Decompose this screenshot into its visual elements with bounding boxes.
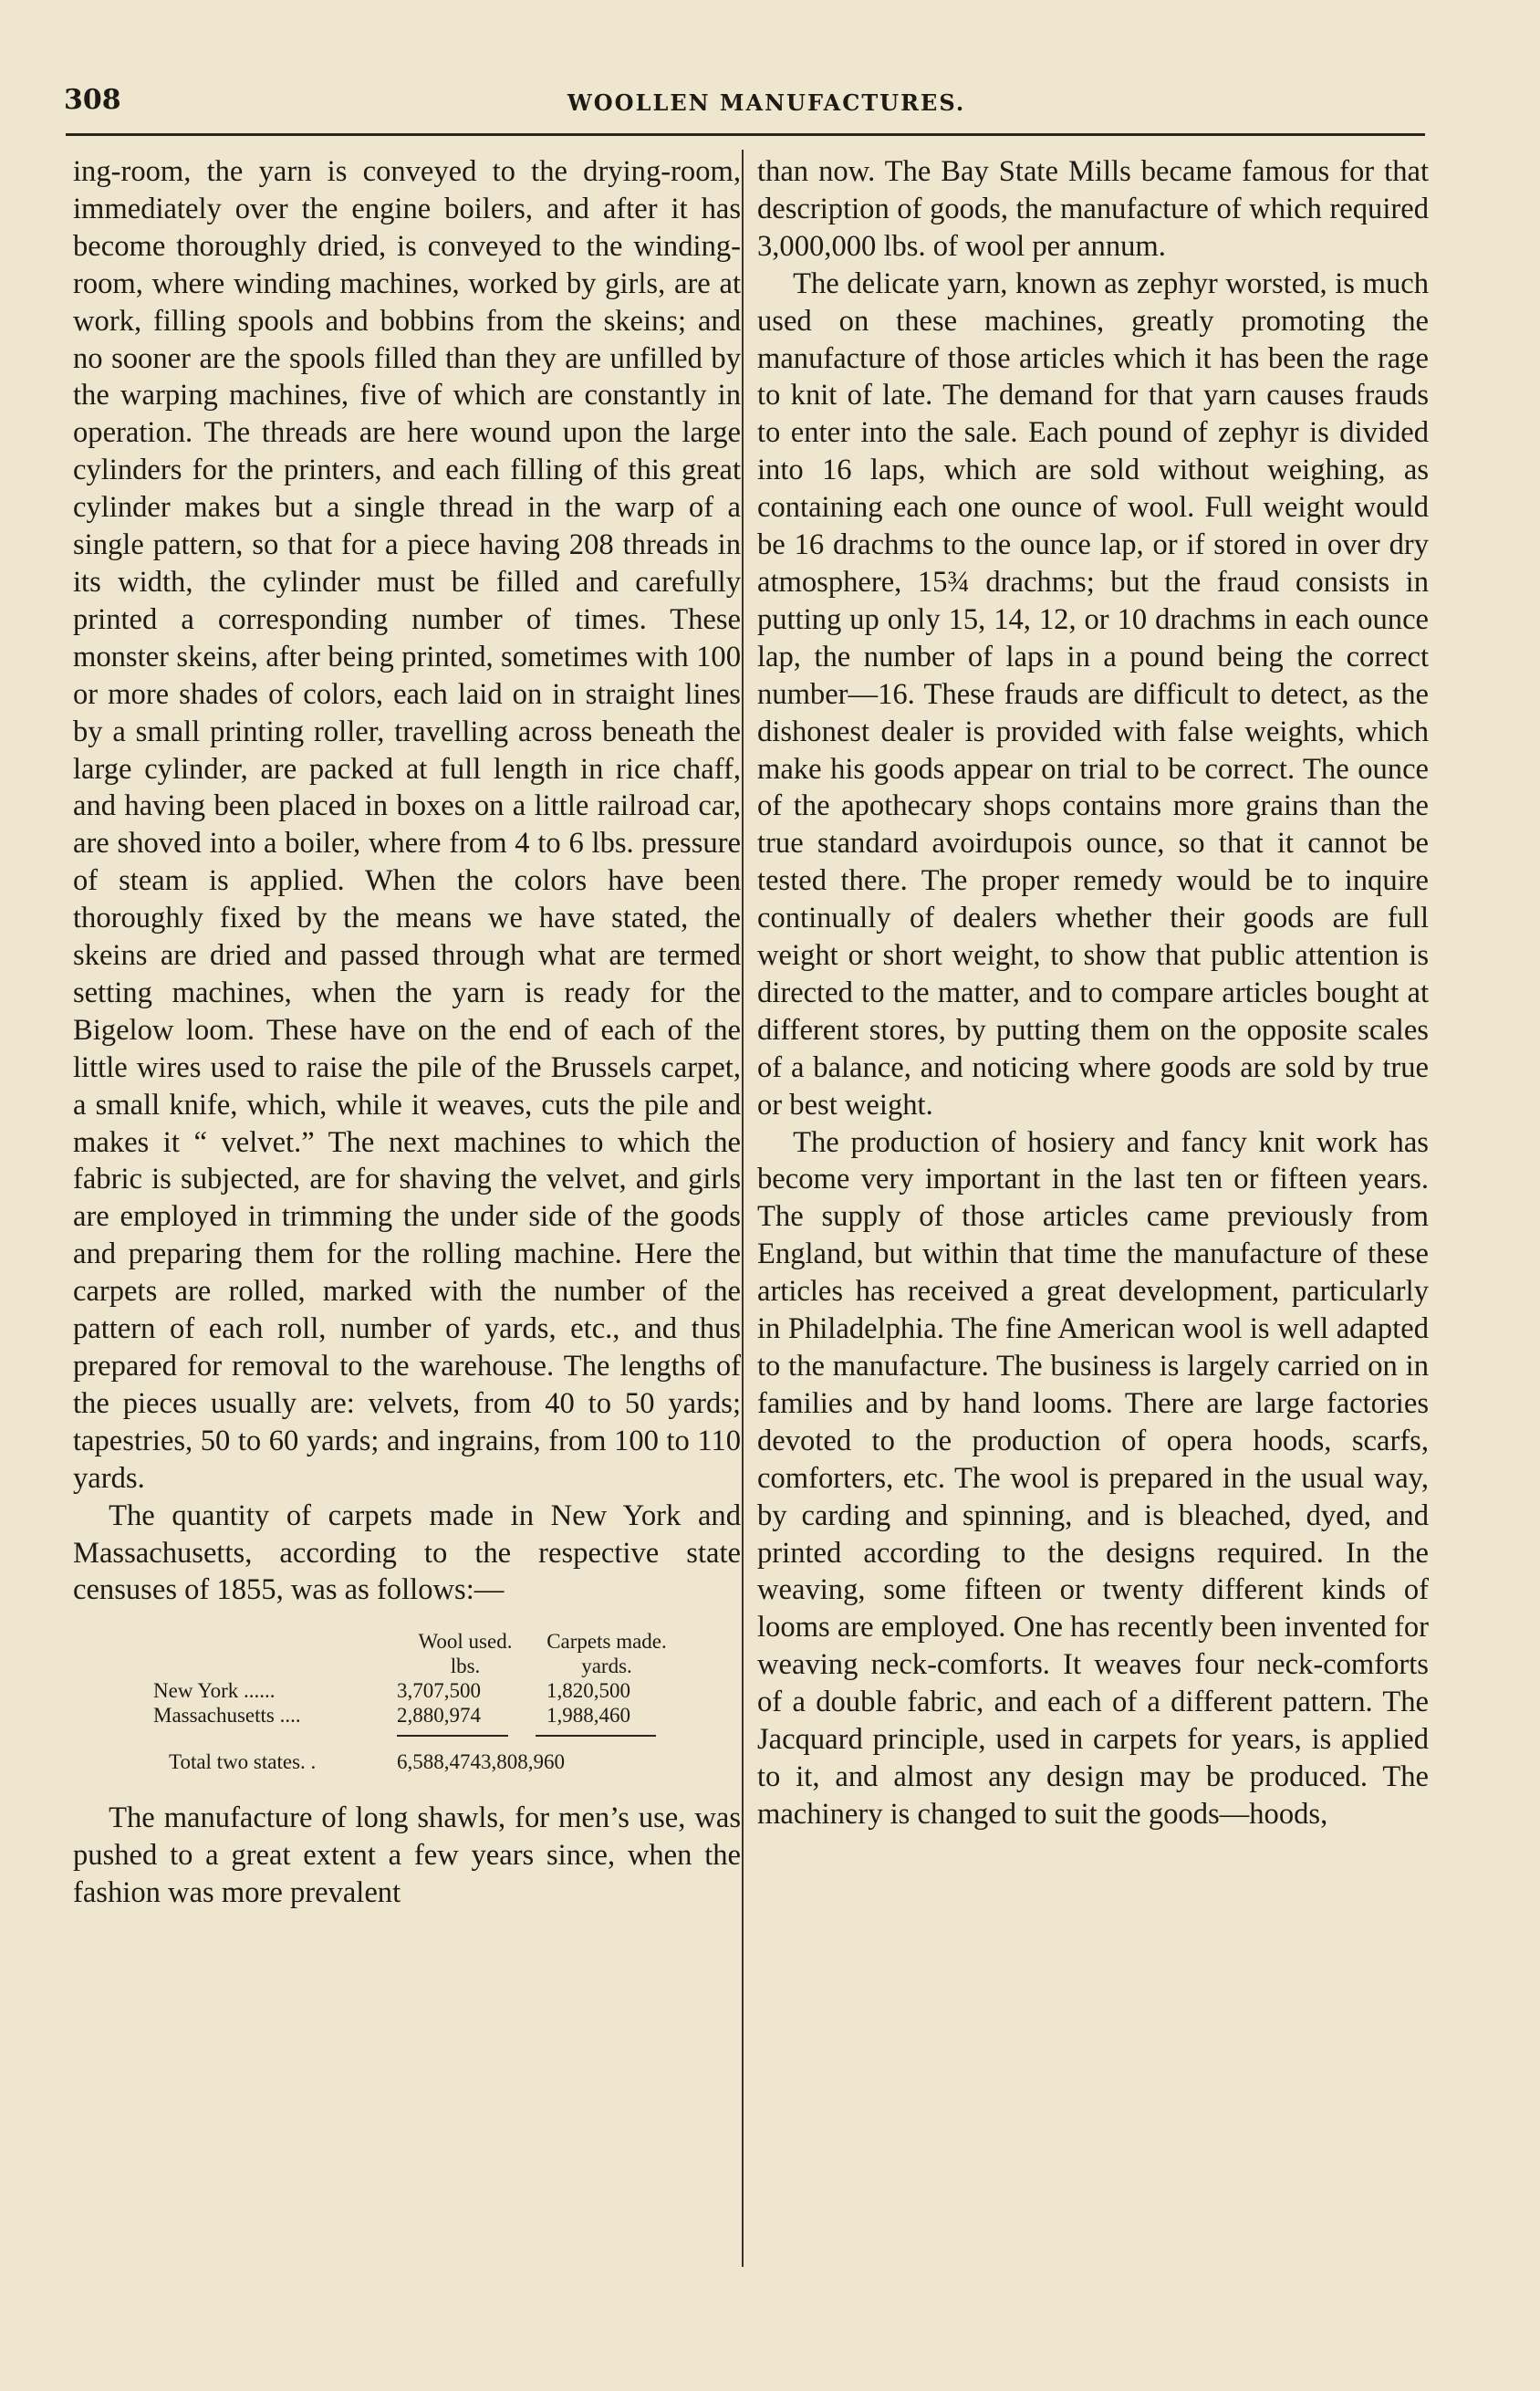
- paragraph: than now. The Bay State Mills became famous for that description of goods, the manufacture of which required 3,000,000 lbs. of wool per annum.: [757, 155, 1429, 263]
- paragraph: The production of hosiery and fancy knit work has become very important in the last ten or fifteen years. The supply of those articles came previously from England, but within that time the manufacture of these articles has received a great development, particularly in Philadelphia. The fine American wool is well adapted to the manufacture. The business is largely carried on in families and by hand looms. There are large factories devoted to the production of opera hoods, scarfs, comforters, etc. The wool is prepared in the usual way, by carding and spinning, and is bleached, dyed, and printed according to the designs required. In the weaving, some fifteen or twenty different kinds of looms are employed. One has recently been invented for weaving neck-comforts. It weaves four neck-comforts of a double fabric, and each of a different pattern. The Jacquard principle, used in carpets for years, is applied to it, and almost any design may be produced. The machinery is changed to suit the goods—hoods,: [757, 1125, 1429, 1831]
- header-rule: [66, 133, 1425, 136]
- total-carpets-value: 3,808,960: [481, 1750, 565, 1774]
- total-wool-value: 6,588,474: [397, 1750, 481, 1774]
- right-column: [757, 153, 1429, 1833]
- column-header-wool: Wool used.: [418, 1630, 513, 1654]
- column-unit-wool: lbs.: [450, 1655, 481, 1678]
- page-number: 308: [64, 84, 121, 116]
- carpet-statistics-table: [73, 1629, 741, 1774]
- total-label: Total two states. .: [169, 1750, 317, 1774]
- table-total-row: [73, 1749, 741, 1774]
- paragraph: The manufacture of long shawls, for men’s use, was pushed to a great extent a few years since, when the fashion was more prevalent: [73, 1801, 741, 1910]
- column-unit-carpets: yards.: [581, 1655, 632, 1678]
- row-label: New York ......: [153, 1679, 276, 1703]
- table-total-rule: [73, 1735, 741, 1737]
- paragraph: ing-room, the yarn is conveyed to the drying-room, immediately over the engine boilers, and after it has become thoroughly dried, is conveyed to the winding-room, where winding machines, worked by girls, are at work, filling spools and bobbins from the skeins; and no sooner are the spools filled than they are unfilled by the warping machines, five of which are constantly in operation. The threads are here wound upon the large cylinders for the printers, and each filling of this great cylinder makes but a single thread in the warp of a single pattern, so that for a piece having 208 threads in its width, the cylinder must be filled and carefully printed a corresponding number of times. These monster skeins, after being printed, sometimes with 100 or more shades of colors, each laid on in straight lines by a small printing roller, travelling across beneath the large cylinder, are packed at full length in rice chaff, and having been placed in boxes on a little railroad car, are shoved into a boiler, where from 4 to 6 lbs. pressure of steam is applied. When the colors have been thoroughly fixed by the means we have stated, the skeins are dried and passed through what are termed setting machines, when the yarn is ready for the Bigelow loom. These have on the end of each of the little wires used to raise the pile of the Brussels carpet, a small knife, which, while it weaves, cuts the pile and makes it “ velvet.” The next machines to which the fabric is subjected, are for shaving the velvet, and girls are employed in trimming the under side of the goods and preparing them for the rolling machine. Here the carpets are rolled, marked with the number of the pattern of each roll, number of yards, etc., and thus prepared for removal to the warehouse. The lengths of the pieces usually are: velvets, from 40 to 50 yards; tapestries, 50 to 60 yards; and ingrains, from 100 to 110 yards.: [73, 155, 741, 1495]
- left-column: [73, 153, 741, 1912]
- column-divider: [742, 150, 744, 2267]
- carpets-value: 1,820,500: [546, 1679, 630, 1703]
- wool-value: 3,707,500: [397, 1679, 481, 1703]
- paragraph: The delicate yarn, known as zephyr worsted, is much used on these machines, greatly promoting the manufacture of those articles which it has been the rage to knit of late. The demand for that yarn causes frauds to enter into the sale. Each pound of zephyr is divided into 16 laps, which are sold without weighing, as containing each one ounce of wool. Full weight would be 16 drachms to the ounce lap, or if stored in over dry atmosphere, 15¾ drachms; but the fraud consists in putting up only 15, 14, 12, or 10 drachms in each ounce lap, the number of laps in a pound being the correct number—16. These frauds are difficult to detect, as the dishonest dealer is provided with false weights, which make his goods appear on trial to be correct. The ounce of the apothecary shops contains more grains than the true standard avoirdupois ounce, so that it cannot be tested there. The proper remedy would be to inquire continually of dealers whether their goods are full weight or short weight, to show that public attention is directed to the matter, and to compare articles bought at different stores, by putting them on the opposite scales of a balance, and noticing where goods are sold by true or best weight.: [757, 266, 1429, 1122]
- column-header-carpets: Carpets made.: [546, 1630, 667, 1654]
- paragraph: The quantity of carpets made in New York and Massachusetts, according to the respective state censuses of 1855, was as follows:—: [73, 1498, 741, 1607]
- running-head: WOOLLEN MANUFACTURES.: [567, 89, 966, 116]
- carpets-value: 1,988,460: [546, 1704, 630, 1728]
- table-header: [401, 1629, 741, 1678]
- wool-value: 2,880,974: [397, 1704, 481, 1728]
- row-label: Massachusetts ....: [153, 1704, 301, 1728]
- page-header: [64, 84, 1469, 130]
- table-row: [73, 1703, 741, 1728]
- table-row: [73, 1678, 741, 1703]
